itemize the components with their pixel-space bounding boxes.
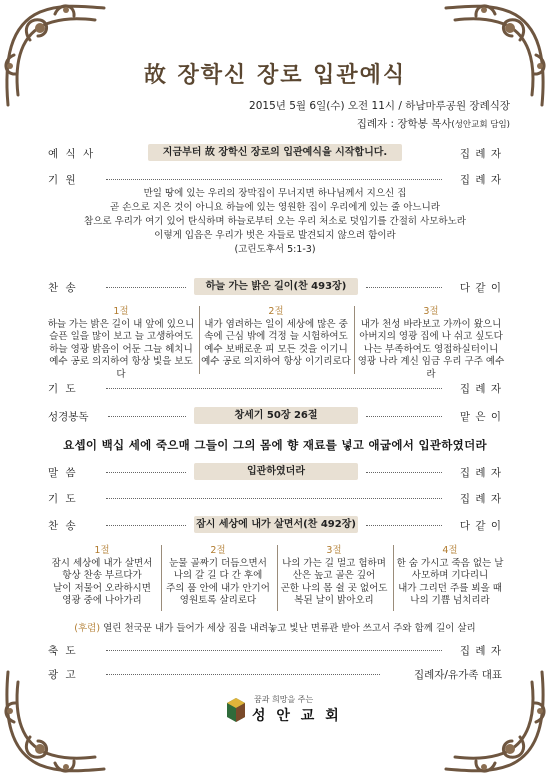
verse-line: 영원토록 살리로다 xyxy=(179,595,257,606)
church-name: 성 안 교 회 xyxy=(252,708,342,724)
hymn2-verse-1 xyxy=(46,545,158,608)
verse-number: 1절 xyxy=(113,306,129,317)
row-role: 집례자/유가족 대표 xyxy=(413,669,502,681)
verse-line: 산은 높고 골은 깊어 xyxy=(292,570,376,581)
row-role: 집 례 자 xyxy=(459,148,502,160)
verse-number: 3절 xyxy=(423,306,439,317)
verse-line: 예수 보배로운 피 모든 것을 이기니 xyxy=(204,343,348,355)
hymn2-verse-3 xyxy=(278,545,390,608)
verse-line: 슬픈 일을 많이 보고 늘 고생하여도 xyxy=(49,331,193,342)
row-sermon xyxy=(48,465,502,481)
verse-line: 복된 날이 밝아오리 xyxy=(294,595,374,606)
row-prayer-1 xyxy=(48,172,502,188)
hymn2-verse-2 xyxy=(162,545,274,608)
verse-line: 속에 근심 밖에 걱정 늘 시험하여도 xyxy=(204,331,348,342)
officiant-church: (성안교회 담임) xyxy=(451,120,510,130)
row-role: 집 례 자 xyxy=(459,383,502,395)
leader-dots xyxy=(366,287,442,288)
verse-line: 하늘 가는 밝은 길이 내 앞에 있으니 xyxy=(47,318,195,330)
row-title: 지금부터 故 장학신 장로의 입관예식을 시작합니다. xyxy=(148,144,402,161)
datetime-place: 2015년 5월 6일(수) 오전 11시 / 하남마루공원 장례식장 xyxy=(249,100,510,112)
page-title: 故 장학신 장로 입관예식 xyxy=(143,62,407,88)
scripture-reference: (고린도후서 5:1-3) xyxy=(234,244,316,255)
verse-number: 4절 xyxy=(442,545,458,556)
row-title: 창세기 50장 26절 xyxy=(194,407,358,424)
verse-line: 나의 가는 길 멀고 험하며 xyxy=(282,557,386,569)
verse-line: 주의 품 안에 내가 안기어 xyxy=(166,582,270,594)
verse-line: 나의 갈 길 다 간 후에 xyxy=(173,570,263,581)
church-logo xyxy=(226,694,342,728)
hymn1-verse-1 xyxy=(46,306,196,381)
row-label: 기 도 xyxy=(48,383,78,395)
verse-line: 곤한 나의 몸 쉴 곳 없어도 xyxy=(280,582,388,594)
leader-dots xyxy=(106,650,442,651)
row-role: 집 례 자 xyxy=(459,645,502,657)
scripture-passage xyxy=(0,187,550,257)
verse-divider xyxy=(199,306,200,374)
verse-line: 나는 부족하여도 영접하실터이니 xyxy=(363,343,499,355)
hymn1-verse-2 xyxy=(201,306,351,369)
verse-line: 영광 중에 나아가리 xyxy=(62,595,142,606)
ornament-corner-top-right xyxy=(440,0,550,110)
leader-dots xyxy=(106,674,380,675)
row-role: 집 례 자 xyxy=(459,493,502,505)
verse-line: 한 숨 가시고 죽음 없는 날 xyxy=(396,557,504,569)
verse-line: 내가 염려하는 일이 세상에 많은 중 xyxy=(204,318,348,330)
verse-line: 잠시 세상에 내가 살면서 xyxy=(51,557,153,569)
officiant-line xyxy=(357,116,510,131)
scripture-line: 만일 땅에 있는 우리의 장막집이 무너지면 하나님께서 지으신 집 xyxy=(143,188,407,199)
row-role: 다 같 이 xyxy=(459,282,502,294)
leader-dots xyxy=(106,472,186,473)
verse-line: 예수 공로 의지하여 항상 빛을 보도다 xyxy=(49,356,193,380)
chorus-tag: (후렴) xyxy=(74,623,101,634)
verse-number: 2절 xyxy=(268,306,284,317)
leader-dots xyxy=(108,416,186,417)
row-role: 다 같 이 xyxy=(459,520,502,532)
row-reading xyxy=(48,409,502,425)
row-label: 광 고 xyxy=(48,669,78,681)
verse-line: 나의 기쁨 넘치리라 xyxy=(410,595,490,606)
row-label: 찬 송 xyxy=(48,520,78,532)
leader-dots xyxy=(106,388,442,389)
leader-dots xyxy=(106,525,186,526)
leader-dots xyxy=(106,179,442,180)
ornament-corner-bottom-right xyxy=(440,667,550,777)
row-prayer-2 xyxy=(48,381,502,397)
hymn1-verse-3 xyxy=(356,306,506,381)
row-label: 성경봉독 xyxy=(48,411,89,423)
verse-line: 내가 천성 바라보고 가까이 왔으니 xyxy=(360,318,502,330)
verse-line: 하늘 영광 밝음이 어둔 그늘 헤치니 xyxy=(49,343,193,355)
leader-dots xyxy=(106,498,442,499)
hymn2-chorus xyxy=(0,620,550,634)
verse-divider xyxy=(354,306,355,374)
row-label: 예 식 사 xyxy=(48,148,96,160)
row-role: 맡 은 이 xyxy=(459,411,502,423)
row-hymn-1 xyxy=(48,280,502,296)
row-blessing xyxy=(48,643,502,659)
row-prayer-3 xyxy=(48,491,502,507)
officiant-label: 집례자 : 장학봉 목사 xyxy=(356,118,452,130)
verse-number: 3절 xyxy=(326,545,342,556)
chorus-text: 열린 천국문 내가 들어가 세상 짐을 내려놓고 빛난 면류관 받아 쓰고서 주와 함께 길이 살리 xyxy=(100,623,476,634)
row-opening xyxy=(48,146,502,162)
verse-line: 눈물 골짜기 더듬으면서 xyxy=(169,557,267,569)
scripture-line: 참으로 우리가 여기 있어 탄식하며 하늘로부터 오는 우리 처소로 덧입기를 간절히 사모하노라 xyxy=(84,216,466,227)
row-label: 찬 송 xyxy=(48,282,78,294)
reading-verse: 요셉이 백십 세에 죽으매 그들이 그의 몸에 향 재료를 넣고 애굽에서 입관하였더라 xyxy=(63,438,487,452)
ornament-corner-bottom-left xyxy=(0,667,110,777)
row-title: 입관하였더라 xyxy=(194,463,358,480)
church-tagline: 꿈과 희망을 주는 xyxy=(254,695,314,704)
row-title: 하늘 가는 밝은 길이(찬 493장) xyxy=(194,278,358,295)
hymn2-verse-4 xyxy=(394,545,506,608)
verse-line: 항상 찬송 부르다가 xyxy=(62,570,142,581)
leader-dots xyxy=(366,416,442,417)
verse-number: 1절 xyxy=(94,545,110,556)
ornament-corner-top-left xyxy=(0,0,110,110)
row-role: 집 례 자 xyxy=(459,174,502,186)
row-label: 말 씀 xyxy=(48,467,78,479)
row-role: 집 례 자 xyxy=(459,467,502,479)
scripture-line: 이렇게 입음은 우리가 벗은 자들로 발견되지 않으려 함이라 xyxy=(154,230,396,241)
leader-dots xyxy=(366,472,442,473)
leader-dots xyxy=(366,525,442,526)
verse-line: 사모하며 기다리니 xyxy=(411,570,489,581)
row-label: 기 원 xyxy=(48,174,78,186)
verse-line: 내가 그리던 주를 뵈올 때 xyxy=(398,582,502,594)
church-emblem-icon xyxy=(226,697,246,723)
row-title: 잠시 세상에 내가 살면서(찬 492장) xyxy=(194,516,358,533)
row-label: 기 도 xyxy=(48,493,78,505)
verse-line: 아버지의 영광 집에 나 쉬고 싶도다 xyxy=(359,331,503,342)
leader-dots xyxy=(106,287,186,288)
verse-line: 예수 공로 의지하여 항상 이기리로다 xyxy=(201,356,351,367)
row-label: 축 도 xyxy=(48,645,78,657)
verse-number: 2절 xyxy=(210,545,226,556)
row-notice xyxy=(48,667,502,683)
scripture-line: 곧 손으로 지은 것이 아니요 하늘에 있는 영원한 집이 우리에게 있는 줄 아느니라 xyxy=(110,202,440,213)
verse-line: 날이 저물어 오라하시면 xyxy=(53,582,151,594)
row-hymn-2 xyxy=(48,518,502,534)
verse-line: 영광 나라 계신 임금 우리 구주 예수라 xyxy=(357,356,505,380)
